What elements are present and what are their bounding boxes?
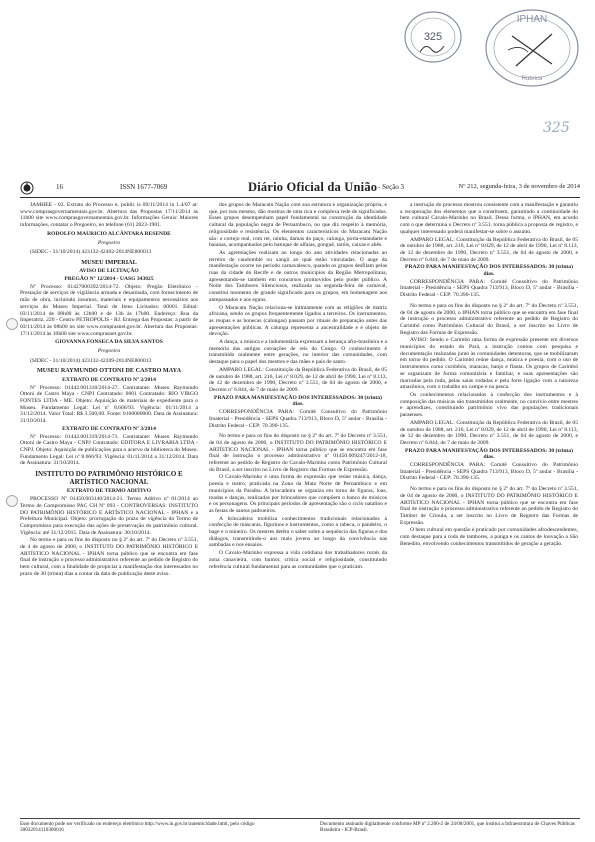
punch-hole [6, 495, 18, 507]
paragraph: AVISO: Sendo o Carimbó uma forma de expressão presente em diversos municípios do estado do Pará, a instrução contou com pesquisa e documentação realizadas junto às comunidades detentoras, que se mobilizaram em torno do pedido. O Carimbó reúne dança, música e poesia, com o uso de instrumentos como curimbós, maracas, banjo e flauta. Os grupos de Carimbó se organizam de forma comunitária e familiar, e suas apresentações são marcadas pela roda, pelas saias rodadas e pela forte ligação com a natureza amazônica, com o trabalho no campo e na pesca. [400, 337, 578, 391]
subheading: PREGÃO Nº 12/2014 - UASG 343025 [64, 276, 154, 283]
subheading: EXTRATO DE TERMO ADITIVO [66, 488, 152, 495]
folio-stamp [402, 8, 464, 66]
paragraph: PROCESSO Nº 01450.003140/2014-21. Termo Aditivo nº 01/2014 ao Termo de Compromisso PAC CH Nº 093 - CONTROVERSAS: INSTITUTO DO PATRIMÔNIO HISTÓRICO E ARTÍSTICO NACIONAL - IPHAN e a Prefeitura Municipal. Objeto: prorrogação do prazo de vigência do Termo de Compromisso para execução das ações de preservação do patrimônio cultural. Vigência: até 31/12/2015. Data de Assinatura: 30/10/2014. [20, 496, 198, 536]
subheading: AVISO DE LICITAÇÃO [79, 268, 139, 275]
column-3 [400, 202, 578, 548]
punch-hole [6, 318, 18, 330]
subheading: PRAZO PARA MANIFESTAÇÃO DOS INTERESSADOS: 30 (trinta) dias. [214, 394, 382, 408]
paragraph: O Cavalo-Marinho é uma forma de expressão que reúne música, dança, poesia e teatro, praticada na Zona da Mata Norte de Pernambuco e em municípios da Paraíba. A brincadeira se organiza em torno de figuras, loas, toadas e danças, realizadas por brincadores que compõem o banco de músicos e os personagens. Os principais períodos de apresentação são o ciclo natalino e as festas de santos padroeiros. [209, 474, 387, 514]
page-footer [20, 818, 580, 833]
iphan-stamp-text: IPHAN [516, 14, 548, 25]
paragraph: AMPARO LEGAL: Constituição da República Federativa do Brasil, de 05 de outubro de 1988, art. 216, Lei nº 8.029, de 12 de abril de 1990, Lei nº 8.113, de 12 de dezembro de 1990, Decreto nº 3.551, de 04 de agosto de 2000, e Decreto nº 6.844, de 7 de maio de 2009. [400, 236, 578, 263]
paragraph: Nº Processo: 01442.001318/2014-27. Contratante: Museu Raymundo Ottoni de Castro Maya - CNPJ Contratado: 0001 Contratado: RIO VIRGO FONTES LTDA - ME. Objeto: Aquisição de materiais de expediente para o Museu. Fundamento Legal: Lei nº 8.666/93. Vigência: 01/11/2014 a 31/12/2014. Valor Total: R$ 3.500,00. Fonte: 0100000000. Data de Assinatura: 31/10/2014. [20, 384, 198, 425]
republic-emblem-icon [20, 181, 34, 195]
paragraph: O Maracatu Nação relaciona-se intimamente com as religiões de matriz africana, sendo os grupos frequentemente ligados a terreiros. Os instrumentos, as roupas e as bonecas (calungas) passam por rituais de preparação antes das apresentações públicas. A calunga representa a ancestralidade e é objeto de devoção. [209, 304, 387, 338]
iphan-stamp-subtext: Rubrica [521, 76, 543, 82]
paragraph: dos grupos de Maracatu Nação com sua estrutura e organização própria, e que, por isso mesmo, dão mostras de uma rica e complexa rede de significados. Esses grupos desempenham papel fundamental na construção da identidade cultural da população negra de Pernambuco, no que diz respeito à memória, religiosidade e resistência. Os elementos característicos do Maracatu Nação são: o cortejo real, com rei, rainha, damas do paço, calunga, porta-estandarte e baianas, acompanhados pelo batuque de alfaias, gonguê, taróis, caixas e abês. [209, 202, 387, 249]
paragraph: CORRESPONDÊNCIA PARA: Comitê Consultivo do Patrimônio Imaterial - Presidência - SEPS Quadra 713/913, Bloco D, 5º andar - Brasília - Distrito Federal - CEP: 70.390-135. [209, 409, 387, 429]
subheading: PRAZO PARA MANIFESTAÇÃO DOS INTERESSADOS: 30 (trinta) dias. [405, 447, 573, 461]
pencil-folio-note: 325 [543, 120, 570, 136]
paragraph: JAMHEE - 02. Extrato do Processo n. public is 09/11/2014 in 1.4/07 at: www.comprasgovernamentais.gov.br. Abertura das Propostas 17/11/2014 às 11h00 site www.comprasgovernamentais.gov.br. Informações Gerais: Maiores informações, contatar o Pregoeiro, no telefone (61) 2023-1901. [20, 202, 198, 229]
verification-note: Esse documento pode ser verificado no endereço eletrônico http://www.in.gov.br/autenticidade.html, pelo código 30032014110300016 [20, 821, 255, 833]
section-heading: MUSEU RAYMUNDO OTTONI DE CASTRO MAYA [36, 367, 182, 375]
digital-signature-note: Documento assinado digitalmente conforme MP nº 2.200-2 de 24/08/2001, que institui a Infraestrutura de Chaves Públicas Brasileira - ICP-Brasil. [320, 821, 575, 833]
paragraph: Nº Processo: 01427000392/2014-72. Objeto: Pregão Eletrônico - Prestação de serviços de vigilância armada e desarmada, com fornecimento de mão de obra, incluindo insumos, materiais e equipamentos necessários aos serviços do Museu Imperial. Total de Itens Licitados: 00001. Edital: 03/11/2014 de 08h00 às 12h00 e de 13h às 17h00. Endereço: Rua da Imperatriz, 220 - Centro PETROPOLIS - RJ. Entrega das Propostas: a partir de 03/11/2014 às 08h00 no site www.comprasnet.gov.br. Abertura das Propostas: 17/11/2014 às 10h00 site www.comprasnet.gov.br. [20, 283, 198, 337]
paragraph: No termo e para os fins do disposto no § 2º do art. 7º do Decreto nº 3.551, de 04 de agosto de 2000, o INSTITUTO DO PATRIMÔNIO HISTÓRICO E ARTÍSTICO NACIONAL - IPHAN torna público que se encontra em fase final de instrução o processo administrativo nº 01450.009247/2012-18, referente ao pedido de Registro do Cavalo-Marinho como Patrimônio Cultural do Brasil, a ser inscrito no Livro de Registro das Formas de Expressão. [209, 433, 387, 473]
paragraph: AMPARO LEGAL: Constituição da República Federativa do Brasil, de 05 de outubro de 1988, art. 216, Lei nº 8.029, de 12 de abril de 1990, Lei nº 8.113, de 12 de dezembro de 1990, Decreto nº 3.551, de 04 de agosto de 2000, e Decreto nº 6.844, de 7 de maio de 2009. [209, 366, 387, 393]
folio-number: 325 [423, 31, 443, 43]
paragraph: A dança, a música e a indumentária expressam a herança afro-brasileira e a memória das antigas coroações de reis do Congo. O conhecimento é transmitido oralmente entre gerações, no interior das comunidades, com destaque para o papel dos mestres e das mães e pais de santo. [209, 339, 387, 366]
paragraph: a instrução do processo mostrou consistente com a manifestação e garantiu a recuperação dos elementos que a constituem, garantindo a continuidade do bem cultural Cavalo-Marinho no Brasil. Dessa forma, o IPHAN, em acordo com o que determina o Decreto nº 3.551, torna pública a proposta de registro, e qualquer interessado poderá manifestar-se sobre o assunto. [400, 202, 578, 235]
paragraph: No termo e para os fins do disposto no § 2º do art. 7º do Decreto nº 3.551, de 04 de agosto de 2000, o INSTITUTO DO PATRIMÔNIO HISTÓRICO E ARTÍSTICO NACIONAL - IPHAN torna público que se encontra em fase final de instrução o processo administrativo referente ao pedido de Registro do Tambor de Crioula, a ser inscrito no Livro de Registro das Formas de Expressão. [400, 486, 578, 526]
paragraph: CORRESPONDÊNCIA PARA: Comitê Consultivo do Patrimônio Imaterial - Presidência - SEPS Quadra 713/913, Bloco D, 5º andar - Brasília - Distrito Federal - CEP: 70.390-135. [400, 278, 578, 299]
issue-info: Nº 212, segunda-feira, 3 de novembro de 2014 [458, 183, 580, 190]
subheading: PRAZO PARA MANIFESTAÇÃO DOS INTERESSADOS: 30 (trinta) dias. [405, 264, 573, 278]
paragraph: (SIDEC - 31/10/2014) 423132-42209-2014NE800013 [30, 357, 152, 364]
paragraph: Os conhecimentos relacionados à confecção dos instrumentos e à composição das músicas são transmitidos oralmente, no convívio entre mestres e aprendizes, constituindo patrimônio vivo das populações tradicionais paraenses. [400, 391, 578, 419]
section-label: - Seção 3 [378, 183, 405, 191]
iphan-stamp [482, 6, 582, 90]
subheading: EXTRATO DE CONTRATO Nº 3/2014 [62, 425, 156, 432]
paragraph: A brincadeira mobiliza conhecimentos tradicionais relacionados à confecção de máscaras, figurinos e instrumentos, como a rabeca, o pandeiro, o bage e o mineiro. Os mestres detêm o saber sobre a sequência das figuras e dos diálogos, transmitindo-o aos mais jovens ao longo da convivência nas sambadas e nos ensaios. [209, 515, 387, 549]
paragraph: As agremiações realizam ao longo do ano atividades relacionadas ao terreiro de candomblé ou xangô ao qual estão vinculadas. O auge da manifestação ocorre no período carnavalesco, quando os grupos desfilam pelas ruas da cidade do Recife e de outros municípios da Região Metropolitana, apresentando-se também em concursos promovidos pelo poder público. A Noite dos Tambores Silenciosos, realizada na segunda-feira de carnaval, constitui momento de grande significado para os grupos, em homenagem aos antepassados e aos eguns. [209, 249, 387, 303]
paragraph: O Cavalo-Marinho expressa a vida cotidiana dos trabalhadores rurais da zona canavieira, com humor, crítica social e religiosidade, constituindo referência cultural fundamental para as comunidades que o praticam. [209, 550, 387, 570]
column-2 [209, 202, 387, 571]
paragraph: No termo e para os fins do disposto no § 2º do art. 7º do Decreto nº 3.551, de 04 de agosto de 2000, o IPHAN torna público que se encontra em fase final de instrução o processo administrativo referente ao pedido de Registro do Carimbó como Patrimônio Cultural do Brasil, a ser inscrito no Livro de Registro das Formas de Expressão. [400, 302, 578, 336]
signatory-name: GIOVANNA FONSECA DA SILVA SANTOS [55, 339, 163, 346]
page-header [20, 180, 580, 198]
paragraph: (SIDEC - 31/10/2014) 423132-42402-2014NE800013 [30, 249, 152, 256]
institution-heading: INSTITUTO DO PATRIMÔNIO HISTÓRICO E ARTÍSTICO NACIONAL [35, 470, 183, 487]
column-1 [20, 202, 198, 579]
signatory-role: Pregoeira [97, 348, 121, 355]
paragraph: Nº Processo: 01442.001319/2014-71. Contratante: Museu Raymundo Ottoni de Castro Maya - CNPJ Contratado: EDITORA E LIVRARIA LTDA - CNPJ. Objeto: Aquisição de publicações para o acervo da biblioteca do Museu. Fundamento Legal: Lei nº 8.666/93. Vigência: 01/11/2014 a 31/12/2014. Data de Assinatura: 31/10/2014. [20, 433, 198, 467]
paragraph: CORRESPONDÊNCIA PARA: Comitê Consultivo do Patrimônio Imaterial - Presidência - SEPS Quadra 713/913, Bloco D, 5º andar - Brasília - Distrito Federal - CEP: 70.390-135. [400, 462, 578, 482]
issn: ISSN 1677-7069 [120, 183, 168, 191]
paragraph: O bem cultural em questão é praticado por comunidades afrodescendentes, com destaque para a roda de tambores, a punga e os cantos de louvação a São Benedito, envolvendo conhecimentos transmitidos de geração a geração. [400, 527, 578, 547]
gazette-title: Diário Oficial da União [248, 180, 378, 194]
page-number: 16 [56, 183, 63, 191]
signatory-role: Pregoeiro [97, 239, 121, 246]
paragraph: AMPARO LEGAL: Constituição da República Federativa do Brasil, de 05 de outubro de 1988, art. 216, Lei nº 8.029, de 12 de abril de 1990, Lei nº 8.113, de 12 de dezembro de 1990, Decreto nº 3.551, de 04 de agosto de 2000, e Decreto nº 6.844, de 7 de maio de 2009. [400, 419, 578, 446]
signatory-name: RODOLFO MAURICIO ALCÂNTARA RESENDE [47, 230, 171, 237]
paragraph: No termo e para os fins do disposto no § 2º do art. 7º do Decreto nº 3.551, de 4 de agosto de 2000, o INSTITUTO DO PATRIMÔNIO HISTÓRICO E ARTÍSTICO NACIONAL - IPHAN torna público que se encontra em fase final de instrução o processo administrativo referente ao pedido de Registro do bem cultural, com a finalidade de propiciar a manifestação dos interessados no prazo de 30 (trinta) dias a contar da data de publicação deste aviso. [20, 537, 198, 577]
subheading: EXTRATO DE CONTRATO Nº 2/2014 [62, 376, 156, 383]
section-heading: MUSEU IMPERIAL [81, 258, 137, 266]
